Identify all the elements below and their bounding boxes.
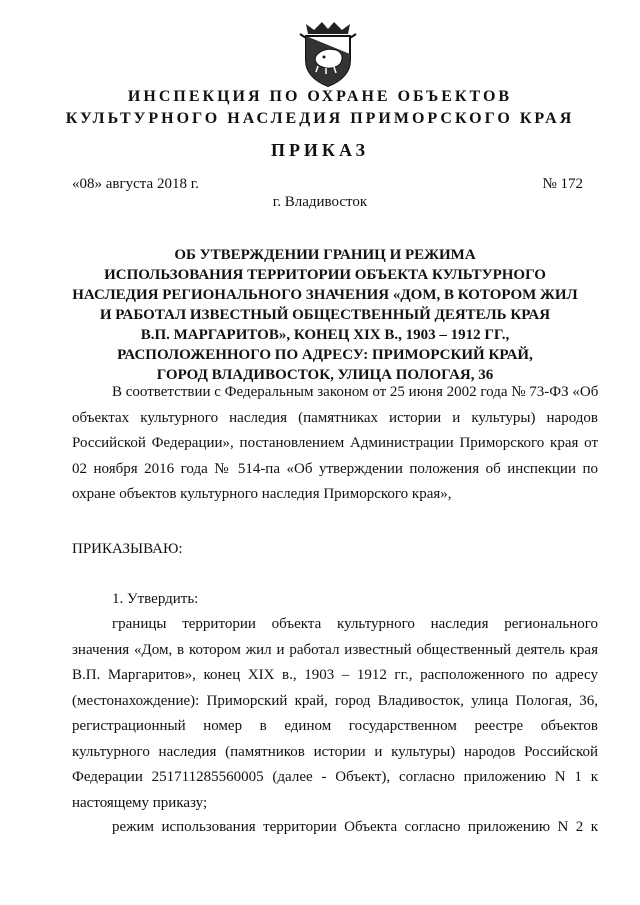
organization-name-line1: ИНСПЕКЦИЯ ПО ОХРАНЕ ОБЪЕКТОВ xyxy=(127,88,513,105)
text-line: значения «Дом, в котором жил и работал известный общественный деятель края xyxy=(72,641,598,658)
text-line: Российской Федерации», постановлением Администрации Приморского края от xyxy=(72,435,598,451)
document-date: «08» августа 2018 г. xyxy=(72,176,199,192)
title-line: В.П. МАРГАРИТОВ», КОНЕЦ XIX В., 1903 – 1912 ГГ., xyxy=(140,327,510,343)
text-line: регистрационный номер в едином государственном реестре объектов xyxy=(72,718,598,734)
order-word: ПРИКАЗЫВАЮ: xyxy=(72,541,183,557)
text-line: границы территории объекта культурного наследия регионального xyxy=(112,616,598,632)
text-line: культурного наследия (памятников истории и культуры) народов Российской xyxy=(72,743,598,760)
text-line: охране объектов культурного наследия Приморского края», xyxy=(72,486,452,502)
item-1-label: 1. Утвердить: xyxy=(112,591,199,607)
text-line: Федерации 251711285560005 (далее - Объект), согласно приложению N 1 к xyxy=(72,769,598,785)
text-line: В соответствии с Федеральным законом от 25 июня 2002 года № 73-ФЗ «Об xyxy=(112,384,599,400)
item-2-paragraph xyxy=(72,815,598,841)
title-line: РАСПОЛОЖЕННОГО ПО АДРЕСУ: ПРИМОРСКИЙ КРАЙ, xyxy=(117,347,533,363)
organization-name-line2: КУЛЬТУРНОГО НАСЛЕДИЯ ПРИМОРСКОГО КРАЯ xyxy=(65,110,575,127)
document-city: г. Владивосток xyxy=(272,194,368,210)
title-line: НАСЛЕДИЯ РЕГИОНАЛЬНОГО ЗНАЧЕНИЯ «ДОМ, В КОТОРОМ ЖИЛ xyxy=(72,287,578,303)
item-1-paragraph xyxy=(72,612,598,816)
text-line: объектах культурного наследия (памятниках истории и культуры) народов xyxy=(72,409,598,426)
text-line: (местонахождение): Приморский край, город Владивосток, улица Пологая, 36, xyxy=(72,692,598,709)
document-type: ПРИКАЗ xyxy=(270,140,370,160)
title-line: ОБ УТВЕРЖДЕНИИ ГРАНИЦ И РЕЖИМА xyxy=(174,247,476,263)
title-line: ИСПОЛЬЗОВАНИЯ ТЕРРИТОРИИ ОБЪЕКТА КУЛЬТУРНОГО xyxy=(104,267,546,283)
text-line: режим использования территории Объекта согласно приложению N 2 к xyxy=(112,819,598,835)
text-line: настоящему приказу; xyxy=(72,794,208,811)
text-line: 02 ноября 2016 года № 514-па «Об утверждении положения об инспекции по xyxy=(72,460,598,477)
coat-of-arms-emblem xyxy=(298,20,358,88)
preamble-paragraph xyxy=(72,380,598,508)
text-line: В.П. Маргаритов», конец XIX в., 1903 – 1912 гг., расположенного по адресу xyxy=(72,667,598,683)
title-line: И РАБОТАЛ ИЗВЕСТНЫЙ ОБЩЕСТВЕННЫЙ ДЕЯТЕЛЬ КРАЯ xyxy=(99,307,551,323)
title-line: ГОРОД ВЛАДИВОСТОК, УЛИЦА ПОЛОГАЯ, 36 xyxy=(156,367,494,383)
document-number: № 172 xyxy=(542,176,583,192)
document-title xyxy=(60,245,590,385)
